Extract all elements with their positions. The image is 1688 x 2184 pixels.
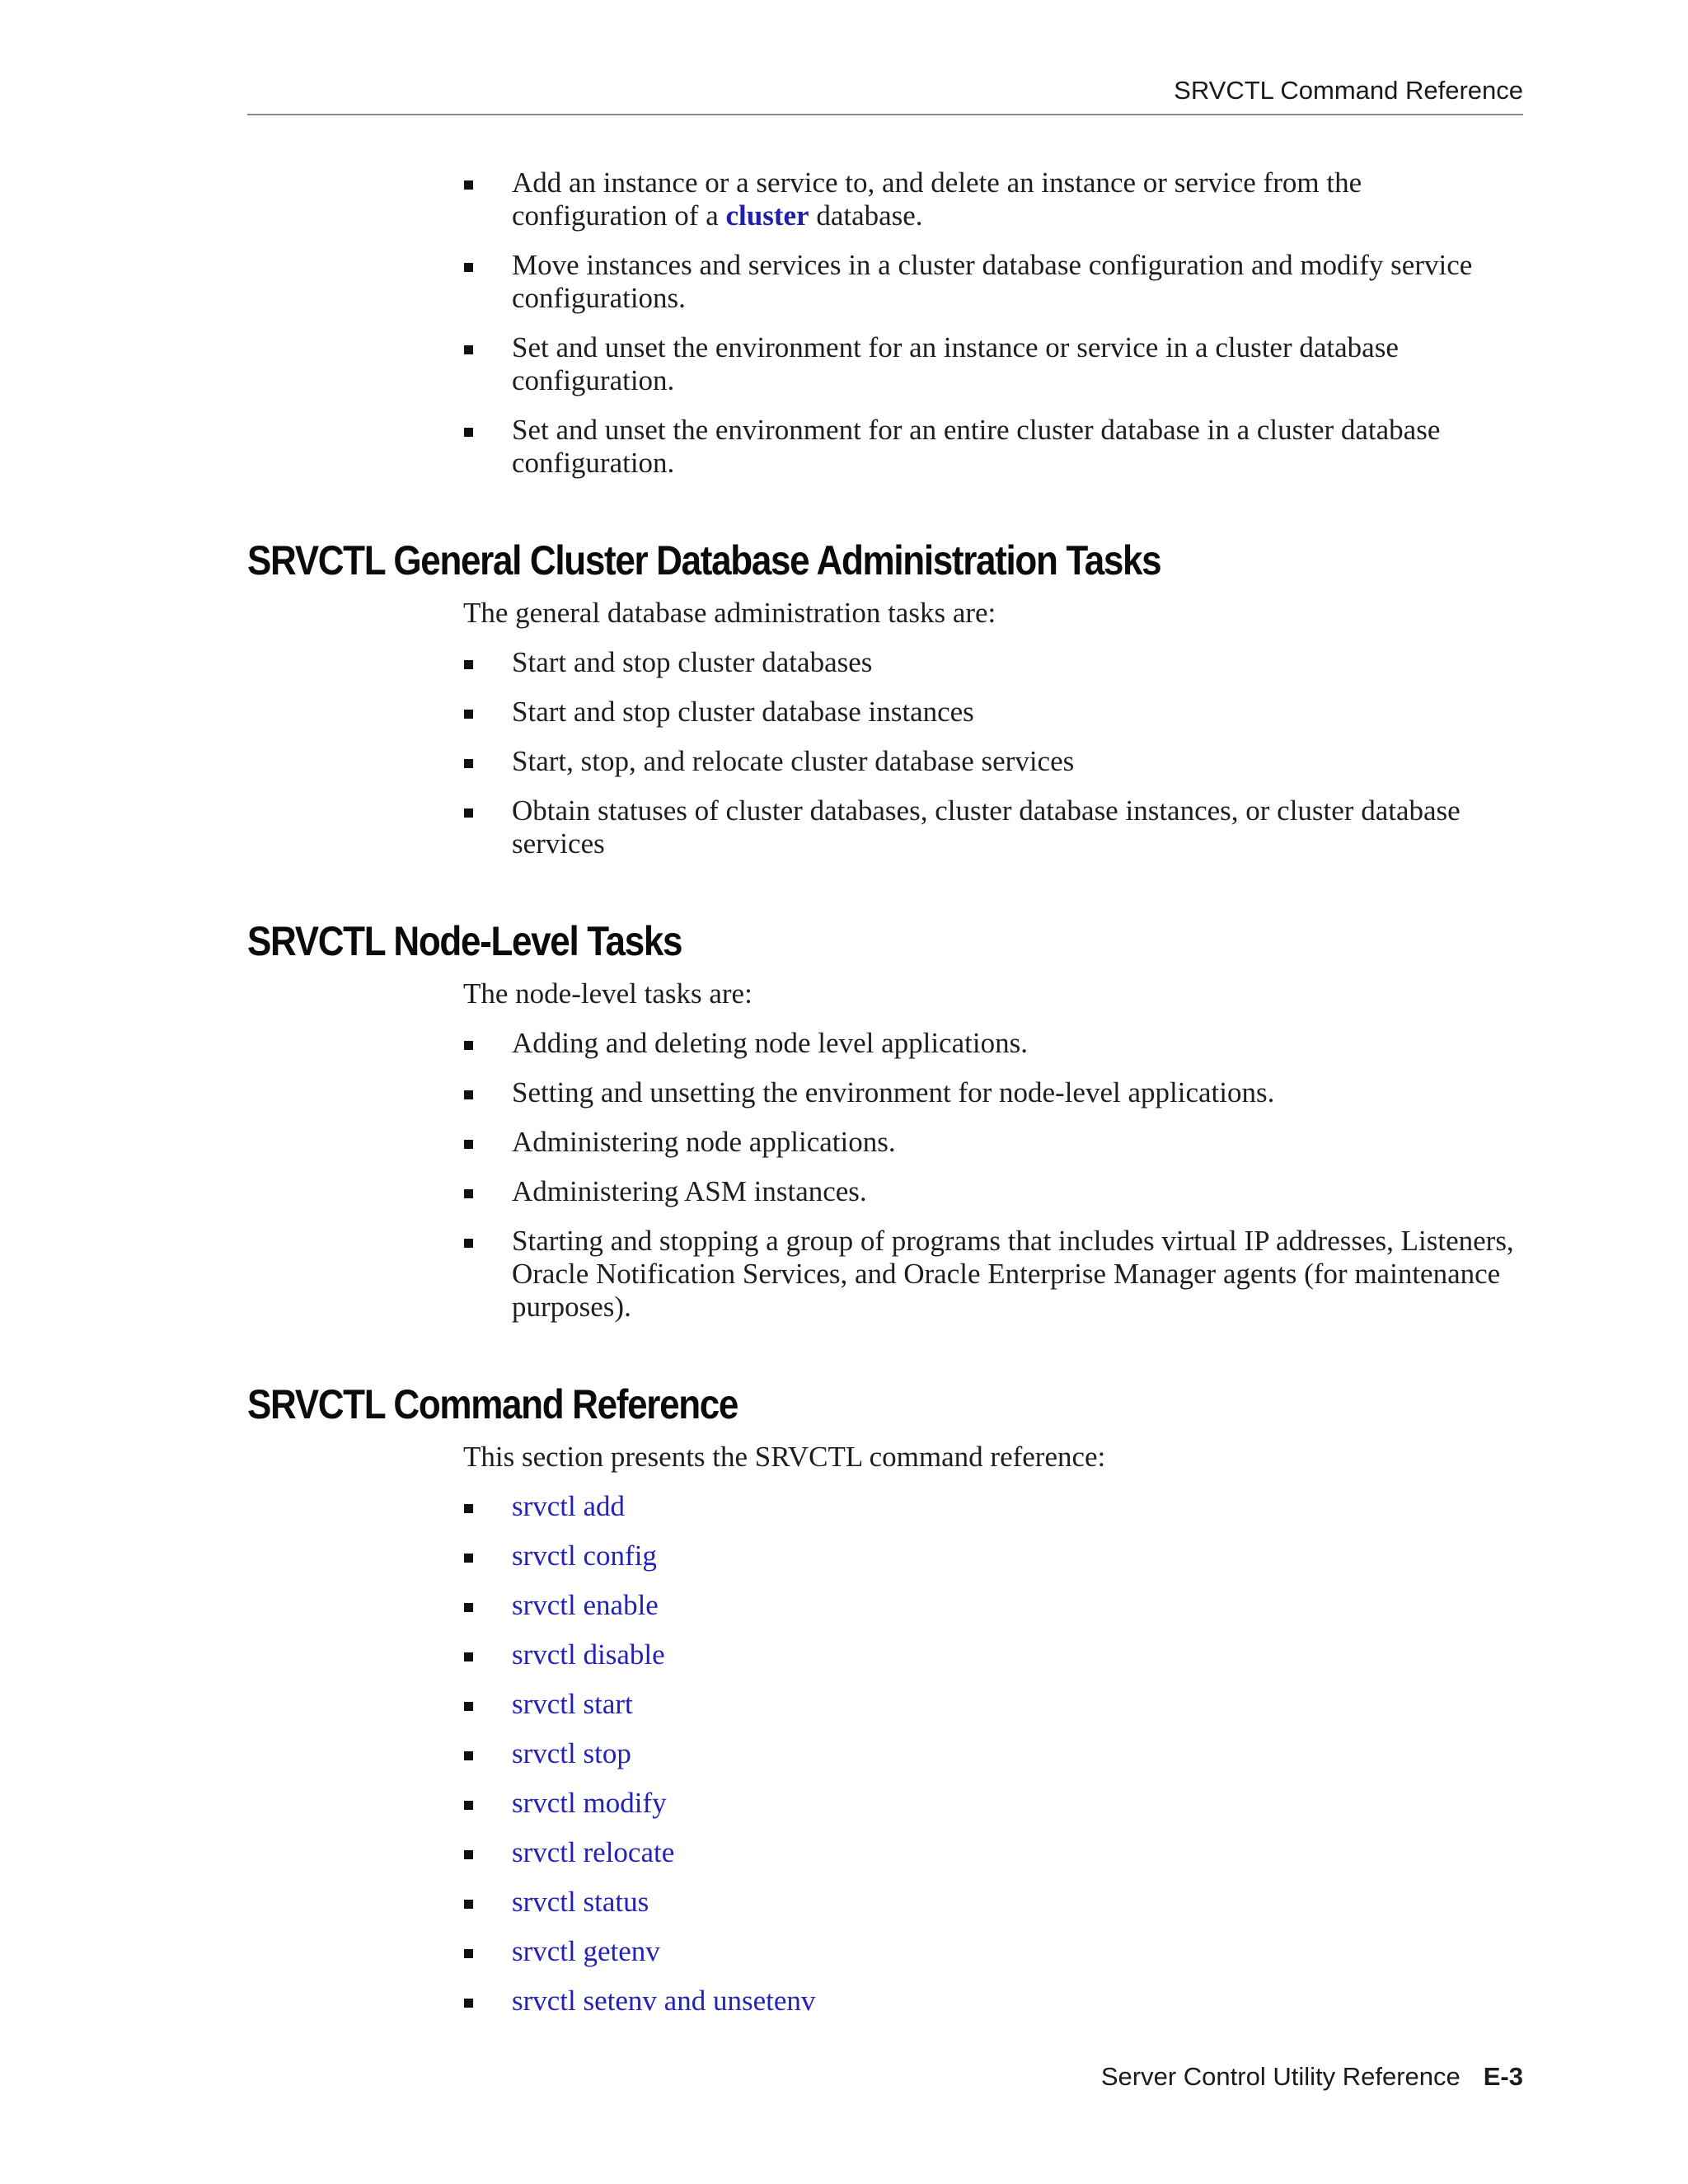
list-item-text: Adding and deleting node level applications. xyxy=(512,1027,1028,1059)
list-item xyxy=(463,1985,1523,2018)
square-bullet-icon xyxy=(464,1090,473,1099)
list-item xyxy=(463,1886,1523,1919)
link-srvctl-enable[interactable]: srvctl enable xyxy=(512,1589,659,1621)
list-item xyxy=(463,646,1523,679)
link-srvctl-relocate[interactable]: srvctl relocate xyxy=(512,1836,675,1868)
square-bullet-icon xyxy=(464,428,473,437)
list-item xyxy=(463,1589,1523,1622)
square-bullet-icon xyxy=(464,710,473,719)
list-item-text: Administering ASM instances. xyxy=(512,1175,867,1207)
square-bullet-icon xyxy=(464,1751,473,1760)
square-bullet-icon xyxy=(464,808,473,818)
link-srvctl-modify[interactable]: srvctl modify xyxy=(512,1787,667,1819)
square-bullet-icon xyxy=(464,1554,473,1563)
list-item-text xyxy=(512,166,1523,232)
link-srvctl-disable[interactable]: srvctl disable xyxy=(512,1638,665,1671)
intro-bullet-list xyxy=(247,166,1523,480)
glossary-link-cluster[interactable]: cluster xyxy=(725,199,809,232)
list-item xyxy=(463,1935,1523,1968)
section-intro-command-reference: This section presents the SRVCTL command reference: xyxy=(463,1441,1106,1473)
square-bullet-icon xyxy=(464,759,473,768)
square-bullet-icon xyxy=(464,180,473,190)
square-bullet-icon xyxy=(464,1949,473,1958)
list-item-text: Setting and unsetting the environment for node-level applications. xyxy=(512,1076,1275,1108)
square-bullet-icon xyxy=(464,263,473,272)
square-bullet-icon xyxy=(464,1900,473,1909)
list-item-text: Start, stop, and relocate cluster database services xyxy=(512,745,1075,777)
list-item xyxy=(463,1737,1523,1770)
square-bullet-icon xyxy=(464,1801,473,1810)
list-item-text: Administering node applications. xyxy=(512,1126,896,1158)
link-srvctl-setenv-unsetenv[interactable]: srvctl setenv and unsetenv xyxy=(512,1985,816,2017)
list-item-text-after: database. xyxy=(809,199,923,232)
square-bullet-icon xyxy=(464,1140,473,1149)
section-intro-general-tasks: The general database administration tasks are: xyxy=(463,597,996,629)
link-srvctl-add[interactable]: srvctl add xyxy=(512,1490,626,1522)
square-bullet-icon xyxy=(464,1504,473,1513)
list-item-text: Set and unset the environment for an instance or service in a cluster database configuration. xyxy=(512,331,1399,396)
running-footer xyxy=(1101,2062,1523,2092)
node-level-tasks-list xyxy=(247,1027,1523,1324)
square-bullet-icon xyxy=(464,1652,473,1661)
section-heading-command-reference: SRVCTL Command Reference xyxy=(247,1381,738,1427)
section-intro-node-level-tasks: The node-level tasks are: xyxy=(463,977,753,1010)
section-heading-general-tasks: SRVCTL General Cluster Database Administration Tasks xyxy=(247,537,1161,583)
list-item xyxy=(463,1490,1523,1523)
square-bullet-icon xyxy=(464,1850,473,1859)
list-item xyxy=(463,1076,1523,1109)
running-header-title: SRVCTL Command Reference xyxy=(1174,76,1523,105)
list-item-text: Start and stop cluster database instances xyxy=(512,696,974,728)
square-bullet-icon xyxy=(464,1239,473,1248)
list-item xyxy=(463,166,1523,232)
page-content xyxy=(247,166,1523,2034)
section-heading-node-level-tasks: SRVCTL Node-Level Tasks xyxy=(247,918,682,964)
general-tasks-list xyxy=(247,646,1523,860)
list-item xyxy=(463,1126,1523,1159)
list-item xyxy=(463,1787,1523,1820)
list-item xyxy=(463,1175,1523,1208)
link-srvctl-status[interactable]: srvctl status xyxy=(512,1886,649,1918)
link-srvctl-stop[interactable]: srvctl stop xyxy=(512,1737,631,1769)
square-bullet-icon xyxy=(464,1603,473,1612)
square-bullet-icon xyxy=(464,345,473,354)
list-item xyxy=(463,331,1523,397)
square-bullet-icon xyxy=(464,1041,473,1050)
list-item xyxy=(463,414,1523,480)
square-bullet-icon xyxy=(464,660,473,669)
list-item xyxy=(463,1027,1523,1060)
list-item xyxy=(463,1225,1523,1324)
list-item-text: Starting and stopping a group of programs that includes virtual IP addresses, Listeners, Oracle Notification Services, and Oracle Enterprise Manager agents (for maintenance purposes). xyxy=(512,1225,1514,1323)
link-srvctl-getenv[interactable]: srvctl getenv xyxy=(512,1935,660,1967)
list-item-text: Start and stop cluster databases xyxy=(512,646,873,678)
list-item-text-before: Add an instance or a service to, and delete an instance or service from the configuration of a xyxy=(512,166,1362,232)
list-item-text: Set and unset the environment for an entire cluster database in a cluster database configuration. xyxy=(512,414,1441,479)
list-item xyxy=(463,249,1523,315)
square-bullet-icon xyxy=(464,1999,473,2008)
link-srvctl-config[interactable]: srvctl config xyxy=(512,1540,657,1572)
list-item xyxy=(463,745,1523,778)
list-item-text: Obtain statuses of cluster databases, cluster database instances, or cluster database services xyxy=(512,794,1461,860)
footer-book-title: Server Control Utility Reference xyxy=(1100,2062,1461,2091)
list-item xyxy=(463,1688,1523,1721)
running-header xyxy=(247,71,1523,115)
square-bullet-icon xyxy=(464,1702,473,1711)
footer-page-number: E-3 xyxy=(1483,2062,1523,2091)
list-item xyxy=(463,696,1523,729)
list-item xyxy=(463,1836,1523,1869)
list-item xyxy=(463,1540,1523,1572)
list-item-text: Move instances and services in a cluster database configuration and modify service configurations. xyxy=(512,249,1473,314)
list-item xyxy=(463,1638,1523,1671)
link-srvctl-start[interactable]: srvctl start xyxy=(512,1688,633,1720)
list-item xyxy=(463,794,1523,860)
square-bullet-icon xyxy=(464,1189,473,1198)
command-reference-list xyxy=(247,1490,1523,2018)
